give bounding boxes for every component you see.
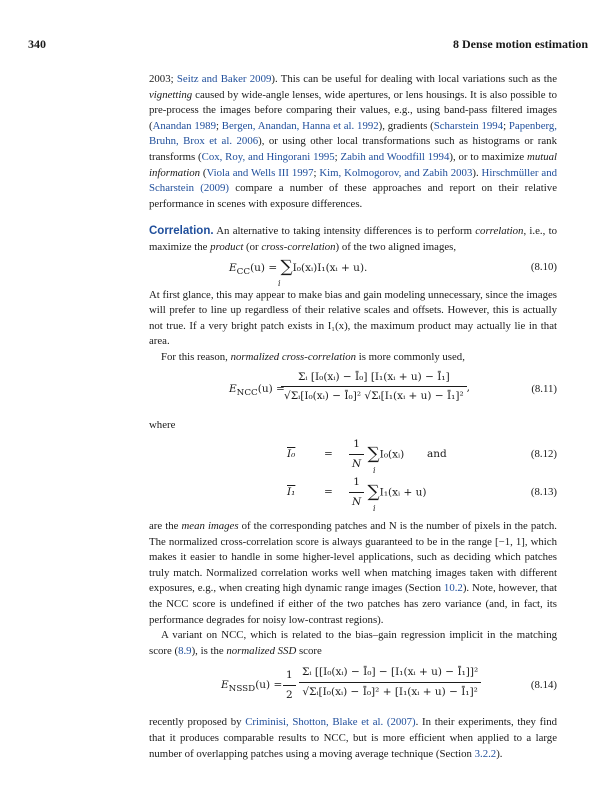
equation-8-12: I₀ = $\frac{1}{N}$ ∑I₀(xᵢ) and i (8.12)	[287, 438, 557, 476]
page-body	[149, 72, 557, 762]
citation-link[interactable]: Kim, Kolmogorov, and Zabih 2003	[319, 166, 473, 179]
where-text: where	[149, 418, 176, 431]
equation-number: (8.13)	[530, 486, 557, 499]
paragraph-nssd-intro: A variant on NCC, which is related to the bias–gain regression implicit in the matching score (8.9), is the normalized SSD score	[149, 629, 557, 657]
citation-link[interactable]: Hirschmüller and Scharstein (2009)	[149, 166, 557, 195]
paragraph-ncc-intro: For this reason, normalized cross-correlation is more commonly used,	[161, 350, 465, 363]
equation-8-11: $E_{NCC}(u)$ = $\frac{\text{Σᵢ [I₀(xᵢ) − Ī₀] [I₁(xᵢ + u) − Ī₁]}}{\text{√Σᵢ[I₀(xᵢ) − Ī₀]² √Σᵢ[I₁(xᵢ + u) − Ī₁]²}}$ , (8.11)	[229, 370, 557, 403]
paragraph-mean-images: are the mean images of the corresponding patches and N is the number of pixels in the patch. The normalized cross-correlation score is always guaranteed to be in the range [−1, 1], which makes it easier to handle in some higher-level applications, such as deciding which patches truly match. Normalized correlation works well when matching images taken with different exposures, e.g., when creating high dynamic range images (Section 10.2). Note, however, that the NCC score is undefined if either of the two patches has zero variance (and, in fact, its performance degrades for noisy low-contrast regions).	[149, 520, 557, 626]
page-number: 340	[28, 37, 46, 51]
citation-link[interactable]: Anandan 1989	[152, 119, 216, 132]
paragraph-first-glance: At first glance, this may appear to make bias and gain modeling unnecessary, since the images will prefer to line up regardless of their relative scales and offsets. However, this is actually not true. If a very bright patch exists in I₁(x), the maximum product may actually lie in that area.	[149, 288, 557, 348]
citation-link[interactable]: Criminisi, Shotton, Blake et al. (2007)	[245, 716, 416, 729]
citation-link[interactable]: Cox, Roy, and Hingorani 1995	[201, 150, 335, 163]
section-heading: Correlation.	[149, 225, 214, 238]
citation-link[interactable]: Seitz and Baker 2009	[176, 73, 272, 85]
equation-number: (8.11)	[531, 382, 557, 395]
equation-number: (8.12)	[530, 448, 557, 461]
paragraph-recently-proposed: recently proposed by Criminisi, Shotton, Blake et al. (2007). In their experiments, they find that it produces comparable results to NCC, but is more efficient when applied to a large number of overlapping patches using a moving average technique (Section 3.2.2).	[149, 716, 558, 760]
equation-number: (8.14)	[530, 679, 557, 692]
equation-number: (8.10)	[530, 260, 557, 273]
citation-link[interactable]: Zabih and Woodfill 1994	[340, 150, 450, 163]
running-header	[28, 37, 588, 55]
citation-link[interactable]: Viola and Wells III 1997	[206, 166, 314, 179]
equation-8-10: $E_{CC}(u)$ = ∑I₀(xᵢ)I₁(xᵢ + u). i (8.10)	[229, 256, 557, 288]
equation-8-13: I₁ = $\frac{1}{N}$ ∑I₁(xᵢ + u) i (8.13)	[287, 476, 557, 514]
paragraph-correlation: Correlation. An alternative to taking intensity differences is to perform correlation, i.e., to maximize the product (or cross-correlation) of the two aligned images,	[149, 225, 557, 253]
section-link[interactable]: 10.2	[443, 582, 463, 595]
equation-8-14: $E_{NSSD}(u)$ = $\frac{1}{2}$ $\frac{\text{Σᵢ [[I₀(xᵢ) − Ī₀] − [I₁(xᵢ + u) − Ī₁]]²}}{\text{√Σᵢ[I₀(xᵢ) − Ī₀]² + [I₁(xᵢ + u) − Ī₁]²}}$ (8.14)	[221, 666, 557, 702]
citation-link[interactable]: Scharstein 1994	[433, 119, 504, 132]
paragraph-intro: 2003; Seitz and Baker 2009). This can be useful for dealing with local variations such as the vignetting caused by wide-angle lenses, wide apertures, or lens housings. It is also possible to pre-process the images before comparing their values, e.g., using band-pass filtered images (Anandan 1989; Bergen, Anandan, Hanna et al. 1992), gradients (Scharstein 1994; Papenberg, Bruhn, Brox et al. 2006), or using other local transformations such as histograms or rank transforms (Cox, Roy, and Hingorani 1995; Zabih and Woodfill 1994), or to maximize mutual information (Viola and Wells III 1997; Kim, Kolmogorov, and Zabih 2003). Hirschmüller and Scharstein (2009) compare a number of these approaches and report on their relative performance in scenes with exposure differences.	[149, 73, 558, 210]
section-link[interactable]: 3.2.2	[474, 747, 497, 760]
chapter-title: 8 Dense motion estimation	[453, 37, 588, 51]
citation-link[interactable]: Bergen, Anandan, Hanna et al. 1992	[221, 119, 379, 132]
equation-link[interactable]: 8.9	[178, 644, 192, 657]
citation-link[interactable]: Papenberg, Bruhn, Brox et al. 2006	[149, 119, 557, 148]
